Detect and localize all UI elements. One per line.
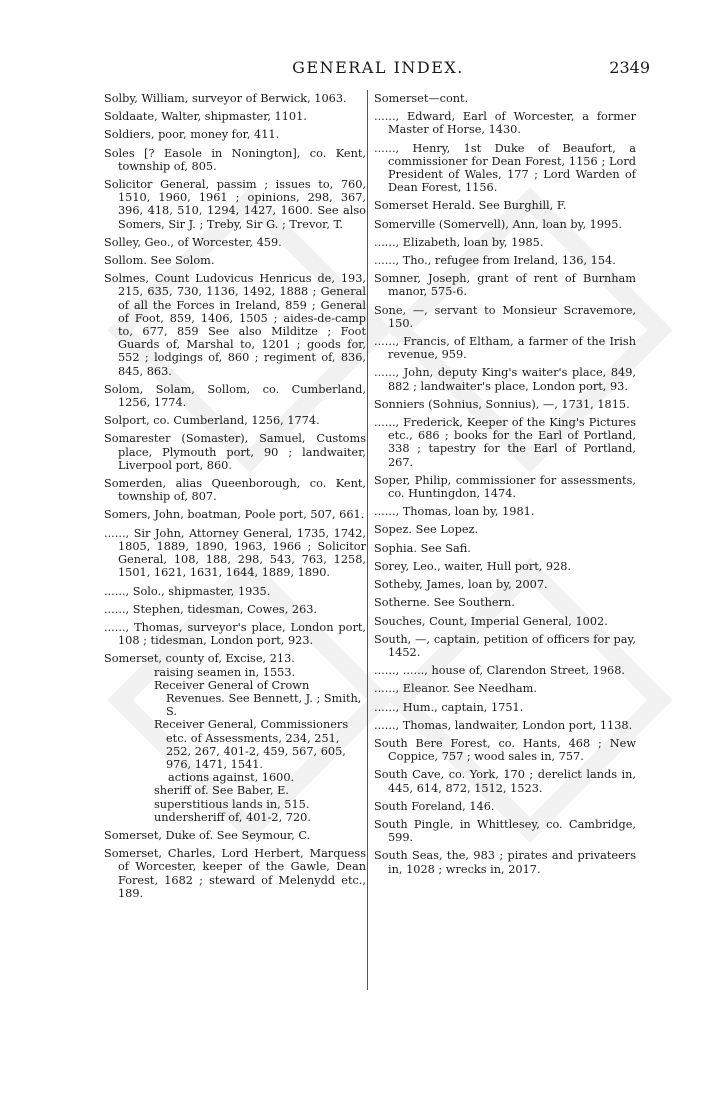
index-entry: Solicitor General, passim ; issues to, 760, 1510, 1960, 1961 ; opinions, 298, 367, 396, 418, 510, 1294, 1427, 1600. See also Somers, Sir J. ; Treby, Sir G. ; Trevor, T. [104,178,366,231]
index-entry: Sotherne. See Southern. [374,596,515,610]
index-subentry: undersheriff of, 401-2, 720. [154,810,311,824]
index-entry: Solport, co. Cumberland, 1256, 1774. [104,414,320,428]
index-entry: Soldaate, Walter, shipmaster, 1101. [104,110,307,124]
index-entry: South Seas, the, 983 ; pirates and privateers in, 1028 ; wrecks in, 2017. [374,849,636,876]
index-entry: South Foreland, 146. [374,799,495,813]
index-entry: Somarester (Somaster), Samuel, Customs place, Plymouth port, 90 ; landwaiter, Liverpool port, 860. [104,432,366,472]
index-entry: South Pingle, in Whittlesey, co. Cambridge, 599. [374,817,636,845]
index-entry: Somers, John, boatman, Poole port, 507, 661. [104,508,365,522]
index-subentry: sheriff of. See Baber, E. [154,784,289,798]
index-entry: ......, Eleanor. See Needham. [374,682,537,696]
index-entry: Solby, William, surveyor of Berwick, 1063. [104,92,347,105]
index-entry: Somner, Joseph, grant of rent of Burnham manor, 575-6. [374,272,636,299]
index-entry: ......, Thomas, surveyor's place, London port, 108 ; tidesman, London port, 923. [104,620,366,648]
index-entry: Solmes, Count Ludovicus Henricus de, 193, 215, 635, 730, 1136, 1492, 1888 ; General of all the Forces in Ireland, 859 ; General of Foot, 859, 1406, 1505 ; aides-de-camp to, 677, 859 See also Milditze ; Foot Guards of, Marshal to, 1201 ; goods for, 552 ; lodgings of, 860 ; regiment of, 836, 845, 863. [104,272,366,378]
index-entry: ......, Sir John, Attorney General, 1735, 1742, 1805, 1889, 1890, 1963, 1966 ; Solicitor General, 108, 188, 298, 543, 763, 1258, 1501, 1621, 1631, 1644, 1889, 1890. [104,526,366,580]
index-entry: ......, Henry, 1st Duke of Beaufort, a commissioner for Dean Forest, 1156 ; Lord President of Wales, 177 ; Lord Warden of Dean Forest, 1156. [374,141,636,195]
index-subentry: Receiver General, Commissioners etc. of Assessments, 234, 251, 252, 267, 401-2, 459, 567, 605, 976, 1471, 1541. [154,718,349,771]
index-entry: Somerset, Charles, Lord Herbert, Marquess of Worcester, keeper of the Gawle, Dean Forest, 1682 ; steward of Melenydd etc., 189. [104,847,366,900]
index-subentry: Receiver General of Crown Revenues. See Bennett, J. ; Smith, S. [154,678,362,719]
index-entry: ......, Thomas, loan by, 1981. [374,505,535,519]
page-number: 2349 [609,58,650,77]
index-entry: ......, ......, house of, Clarendon Street, 1968. [374,664,626,678]
index-subentry: actions against, 1600. [168,771,295,785]
index-entry: ......, Edward, Earl of Worcester, a former Master of Horse, 1430. [374,110,636,137]
index-entry: Somerset Herald. See Burghill, F. [374,199,567,213]
index-entry: Sophia. See Safi. [374,541,471,555]
index-entry: Soldiers, poor, money for, 411. [104,128,280,142]
index-column-left [104,92,366,905]
index-entry: Soles [? Easole in Nonington], co. Kent, township of, 805. [104,146,366,173]
index-entry: Solom, Solam, Sollom, co. Cumberland, 1256, 1774. [104,382,366,410]
index-entry: Somerset, county of, Excise, 213. [104,652,295,666]
index-entry: ......, Solo., shipmaster, 1935. [104,584,271,598]
index-entry: Sollom. See Solom. [104,254,215,268]
index-entry: ......, Stephen, tidesman, Cowes, 263. [104,602,318,616]
index-entry: ......, Thomas, landwaiter, London port, 1138. [374,718,633,732]
index-entry: Sotheby, James, loan by, 2007. [374,578,548,592]
index-entry: Somerden, alias Queenborough, co. Kent, township of, 807. [104,477,366,504]
index-entry: ......, Francis, of Eltham, a farmer of the Irish revenue, 959. [374,335,636,362]
index-entry: Souches, Count, Imperial General, 1002. [374,614,608,628]
index-entry: ......, Elizabeth, loan by, 1985. [374,235,544,249]
page-title: GENERAL INDEX. [292,58,464,77]
index-entry: ......, Hum., captain, 1751. [374,700,524,714]
index-entry: South, —, captain, petition of officers for pay, 1452. [374,632,636,659]
page-header [106,58,650,82]
index-entry: Somerville (Somervell), Ann, loan by, 1995. [374,217,623,231]
index-entry: Somerset, Duke of. See Seymour, C. [104,828,311,842]
index-entry: South Bere Forest, co. Hants, 468 ; New Coppice, 757 ; wood sales in, 757. [374,736,636,764]
index-entry: Somerset—cont. [374,92,469,105]
index-entry: Sone, —, servant to Monsieur Scravemore, 150. [374,303,636,330]
index-entry: Sonniers (Sohnius, Sonnius), —, 1731, 1815. [374,397,630,411]
index-subentry: superstitious lands in, 515. [154,797,310,811]
index-column-right [374,92,636,881]
index-entry: ......, Tho., refugee from Ireland, 136, 154. [374,254,616,268]
index-entry: Soper, Philip, commissioner for assessments, co. Huntingdon, 1474. [374,473,636,501]
index-entry: ......, John, deputy King's waiter's place, 849, 882 ; landwaiter's place, London port, 93. [374,366,636,393]
index-subentry: raising seamen in, 1553. [154,665,296,679]
index-entry: Sorey, Leo., waiter, Hull port, 928. [374,559,572,573]
index-entry: South Cave, co. York, 170 ; derelict lands in, 445, 614, 872, 1512, 1523. [374,768,636,795]
index-entry: ......, Frederick, Keeper of the King's Pictures etc., 686 ; books for the Earl of Portland, 338 ; tapestry for the Earl of Portland, 267. [374,416,636,469]
column-divider [367,90,368,990]
index-entry-somerset-county [104,652,366,824]
index-entry: Sopez. See Lopez. [374,523,479,537]
index-entry: Solley, Geo., of Worcester, 459. [104,235,282,249]
